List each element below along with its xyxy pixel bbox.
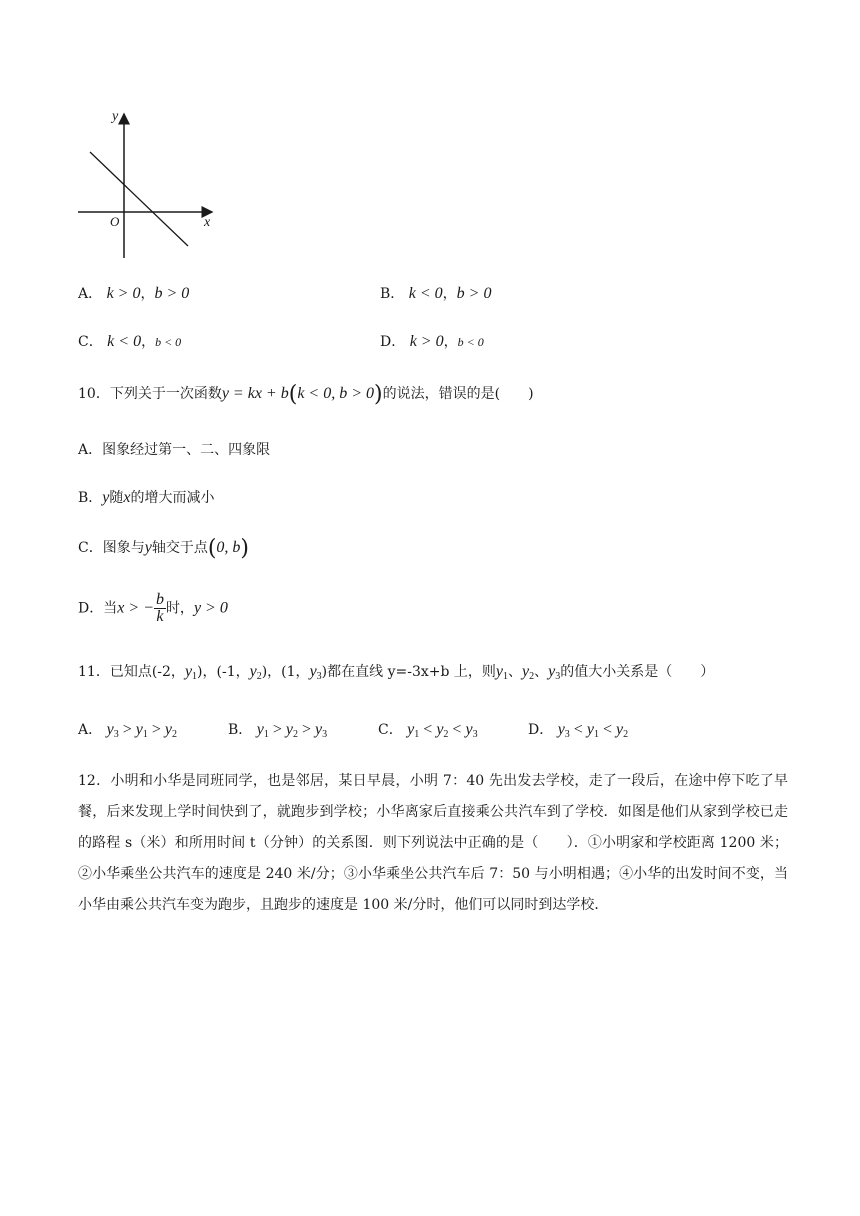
option-letter: B．	[228, 722, 253, 738]
q10-option-b[interactable]	[78, 488, 215, 508]
var-y1: $y_1$	[495, 663, 509, 682]
q11-option-c[interactable]	[378, 720, 478, 745]
x-axis-label: x	[204, 215, 211, 230]
option-letter: A．	[78, 286, 103, 302]
option-letter: D．	[528, 722, 554, 738]
option-text: 的增大而减小	[130, 490, 215, 506]
option-letter: C．	[78, 334, 103, 350]
var-y: y	[144, 539, 152, 556]
origin-label: O	[110, 214, 120, 229]
q11-option-d[interactable]	[528, 720, 628, 745]
paren-close: )	[240, 536, 250, 561]
fraction-denominator: k	[156, 608, 164, 625]
stem-text: 、	[508, 664, 523, 680]
b-condition: b < 0	[457, 335, 484, 349]
option-letter: C．	[378, 722, 403, 738]
fraction-b-over-k	[154, 592, 166, 625]
var-y2: $y_2$	[249, 663, 262, 682]
q11-option-a[interactable]	[78, 720, 177, 745]
var-y2: $y_2$	[522, 663, 535, 682]
k-condition: k < 0	[107, 333, 142, 350]
q9-option-a[interactable]	[78, 284, 189, 304]
k-condition: k > 0	[106, 285, 141, 302]
order-expression: $y_1 > y_2 > y_3$	[256, 721, 328, 740]
q9-option-d[interactable]	[380, 332, 484, 352]
stem-text: 的值大小关系是（ ）	[560, 664, 715, 680]
option-letter: C．	[78, 540, 103, 556]
inequality-lhs: x > −	[117, 599, 154, 617]
paren-close: )	[374, 382, 383, 407]
paren-open: (	[207, 536, 217, 561]
var-x: x	[123, 489, 131, 506]
q9-option-c[interactable]	[78, 332, 181, 352]
option-text: 轴交于点	[151, 540, 208, 556]
paren-open: (	[288, 382, 298, 407]
option-letter: A．	[78, 722, 103, 738]
b-condition: b < 0	[155, 335, 182, 349]
q9-option-b[interactable]	[380, 284, 491, 304]
option-text: 时，	[165, 600, 194, 617]
order-expression: $y_3 < y_1 < y_2$	[557, 721, 629, 740]
stem-text: )都在直线 y=-3x+b 上，则	[321, 664, 496, 680]
separator: ，	[443, 334, 458, 350]
option-letter: D．	[78, 600, 104, 617]
b-condition: b > 0	[456, 285, 492, 302]
var-y3: $y_3$	[548, 663, 561, 682]
separator: ，	[442, 286, 457, 302]
option-letter: B．	[78, 490, 103, 506]
k-condition: k < 0	[408, 285, 443, 302]
y-axis-label: y	[112, 109, 119, 124]
option-letter: D．	[380, 334, 406, 350]
var-y3: $y_3$	[309, 663, 322, 682]
intercept-point: 0, b	[216, 539, 241, 556]
fraction-numerator: b	[155, 591, 164, 608]
option-letter: B．	[380, 286, 405, 302]
question-number: 11．	[78, 664, 110, 680]
function-condition: k < 0, b > 0	[297, 385, 375, 402]
option-text: 随	[109, 490, 124, 506]
inequality-rhs: y > 0	[193, 599, 228, 617]
option-text: 图象经过第一、二、四象限	[102, 442, 271, 458]
q10-option-c[interactable]	[78, 538, 249, 559]
question-number: 10．	[78, 386, 110, 402]
separator: ，	[140, 286, 155, 302]
q11-stem	[78, 662, 714, 687]
option-text: 当	[103, 600, 118, 617]
q10-stem	[78, 384, 534, 405]
q11-option-b[interactable]	[228, 720, 327, 745]
q10-option-a[interactable]	[78, 440, 270, 460]
order-expression: $y_1 < y_2 < y_3$	[407, 721, 478, 740]
separator: ，	[141, 334, 156, 350]
option-letter: A．	[78, 442, 103, 458]
stem-text: 已知点(-2，	[109, 664, 185, 680]
stem-text: 下列关于一次函数	[109, 386, 222, 402]
function-line	[90, 152, 188, 246]
k-condition: k > 0	[409, 333, 444, 350]
stem-text: )，(-1，	[197, 664, 250, 680]
linear-function-graph	[70, 100, 230, 270]
stem-text: 的说法，错误的是( )	[382, 386, 534, 402]
q12-stem	[78, 766, 788, 921]
b-condition: b > 0	[154, 285, 190, 302]
q12-text: 小明和小华是同班同学，也是邻居，某日早晨，小明 7：40 先出发去学校，走了一段后，在途中停下吃了早餐，后来发现上学时间快到了，就跑步到学校；小华离家后直接乘公共汽车到了学校．如图是他们从家到学校已走的路程 s（米）和所用时间 t（分钟）的关系图．则下列说法中正确的是（ ）．①小明家和学校距离 1200 米；②小华乘坐公共汽车的速度是 240 米/分；③小华乘坐公共汽车后 7：50 与小明相遇；④小华的出发时间不变，当小华由乘公共汽车变为跑步，且跑步的速度是 100 米/分时，他们可以同时到达学校．	[78, 773, 788, 913]
stem-text: 、	[534, 664, 549, 680]
function-formula: y = kx + b	[221, 385, 289, 402]
order-expression: $y_3 > y_1 > y_2$	[106, 721, 177, 740]
option-text: 图象与	[102, 540, 145, 556]
q10-option-d[interactable]	[78, 592, 228, 625]
stem-text: )，(1，	[261, 664, 310, 680]
var-y1: $y_1$	[184, 663, 198, 682]
question-number: 12．	[78, 773, 111, 789]
var-y: y	[102, 489, 110, 506]
